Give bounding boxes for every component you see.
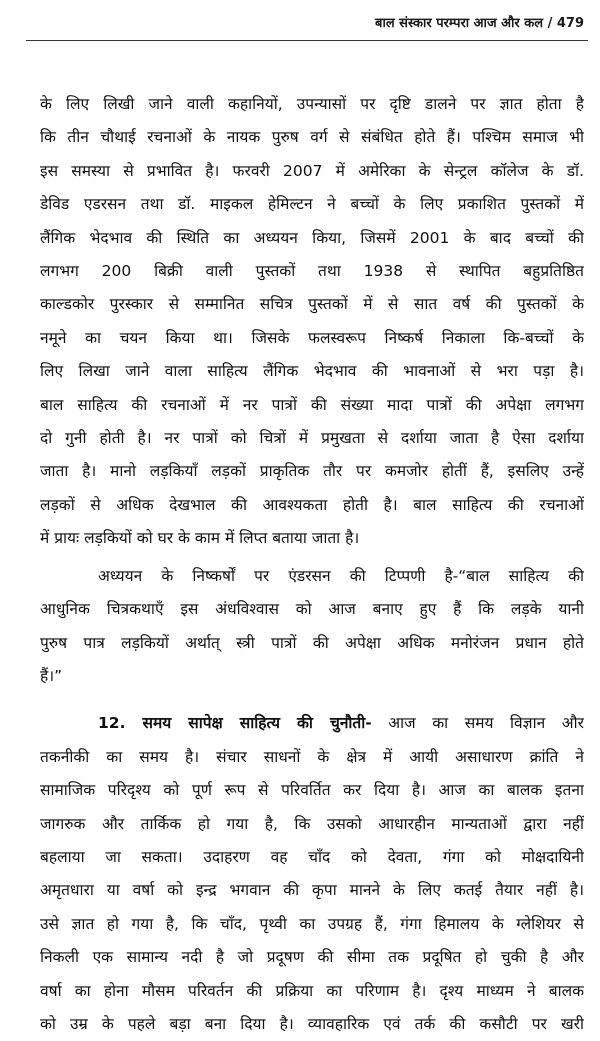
section-12-line: जागरुक और तार्किक हो गया है, कि उसको आधारहीन मान्यताओं द्वारा नहीं — [40, 814, 584, 833]
paragraph-1-line: लैंगिक भेदभाव की स्थिति का अध्ययन किया, जिसमें 2001 के बाद बच्चों की — [40, 228, 584, 247]
running-head: बाल संस्कार परम्परा आज और कल / 479 — [375, 16, 584, 31]
paragraph-2-line: आधुनिक चित्रकथाएँ इस अंधविश्वास को आज बनाए हुए हैं कि लड़के यानी — [40, 600, 584, 619]
paragraph-1-line: डेविड एडरसन तथा डॉ. माइकल हेमिल्टन ने बच्चों के लिए प्रकाशित पुस्तकों में — [40, 195, 584, 214]
section-12-line: सामाजिक परिदृश्य को पूर्ण रूप से परिवर्तित कर दिया है। आज का बालक इतना — [40, 781, 584, 800]
section-12-first-line — [40, 707, 584, 740]
paragraph-1-line: कि तीन चौथाई रचनाओं के नायक पुरुष वर्ग से संबंधित होते हैं। पश्चिम समाज भी — [40, 128, 584, 147]
paragraph-1 — [40, 88, 584, 556]
paragraph-1-line: लगभग 200 बिक्री वाली पुस्तकों तथा 1938 से स्थापित बहुप्रतिष्ठित — [40, 262, 584, 281]
section-12-line: वर्षा का होना मौसम परिवर्तन की प्रक्रिया का परिणाम है। दृश्य माध्यम ने बालक — [40, 981, 584, 1000]
paragraph-1-line: के लिए लिखी जाने वाली कहानियों, उपन्यासों पर दृष्टि डालने पर ज्ञात होता है — [40, 95, 584, 113]
section-12-line: बहलाया जा सकता। उदाहरण वह चाँद को देवता, गंगा को मोक्षदायिनी — [40, 847, 584, 866]
paragraph-1-line: में प्रायः लड़कियों को घर के काम में लिप्त बताया जाता है। — [40, 529, 360, 548]
section-12-first-line-text: आज का समय विज्ञान और — [371, 714, 584, 733]
paragraph-2-line: पुरुष पात्र लड़कियों अर्थात् स्त्री पात्रों की अपेक्षा अधिक मनोरंजन प्रधान होते — [40, 633, 584, 652]
paragraph-1-line: लिए लिखा जाने वाला साहित्य लैंगिक भेदभाव की भावनाओं से भरा पड़ा है। — [40, 362, 584, 381]
section-12-line: तकनीकी का समय है। संचार साधनों के क्षेत्र में आयी असाधारण क्रांति ने — [40, 747, 584, 766]
section-12-line: निकली एक सामान्य नदी है जो प्रदूषण की सीमा तक प्रदूषित हो चुकी है और — [40, 948, 584, 967]
section-12-line: को उम्र के पहले बड़ा बना दिया है। व्यावहारिक एवं तर्क की कसौटी पर खरी — [40, 1014, 584, 1033]
page-body — [40, 88, 584, 1041]
paragraph-1-line: इस समस्या से प्रभावित है। फरवरी 2007 में अमेरिका के सेन्ट्रल कॉलेज के डॉ. — [40, 161, 584, 180]
section-12-line: उसे ज्ञात हो गया है, कि चाँद, पृथ्वी का उपग्रह हैं, गंगा हिमालय के ग्लेशियर से — [40, 914, 584, 933]
paragraph-1-line: बाल साहित्य की रचनाओं में नर पात्रों की संख्या मादा पात्रों की अपेक्षा लगभग — [40, 395, 584, 414]
paragraph-2-line: हैं।” — [40, 666, 63, 685]
paragraph-1-line: काल्डकोर पुरस्कार से सम्मानित सचित्र पुस्तकों में से सात वर्ष की पुस्तकों के — [40, 295, 584, 314]
paragraph-1-line: लड़कों से अधिक देखभाल की आवश्यकता होती है। बाल साहित्य की रचनाओं — [40, 495, 584, 514]
paragraph-1-line: दो गुनी होती है। नर पात्रों को चित्रों में प्रमुखता से दर्शाया जाता है ऐसा दर्शाया — [40, 429, 584, 448]
paragraph-2-line: अध्ययन के निष्कर्षों पर एंडरसन की टिप्पणी है-“बाल साहित्य की — [98, 566, 584, 585]
paragraph-2 — [40, 560, 584, 694]
paragraph-1-line: जाता है। मानो लड़कियाँ लड़कों प्राकृतिक तौर पर कमजोर होतीं हैं, इसलिए उन्हें — [40, 462, 584, 481]
section-12-heading: 12. समय सापेक्ष साहित्य की चुनौती- — [98, 714, 372, 733]
section-12-line: अमृतधारा या वर्षा को इन्द्र भगवान की कृपा मानने के लिए कतई तैयार नहीं है। — [40, 881, 584, 900]
paragraph-1-line: नमूने का चयन किया था। जिसके फलस्वरूप निष्कर्ष निकाला कि-बच्चों के — [40, 328, 584, 347]
header-rule — [26, 40, 588, 41]
section-12 — [40, 707, 584, 1041]
